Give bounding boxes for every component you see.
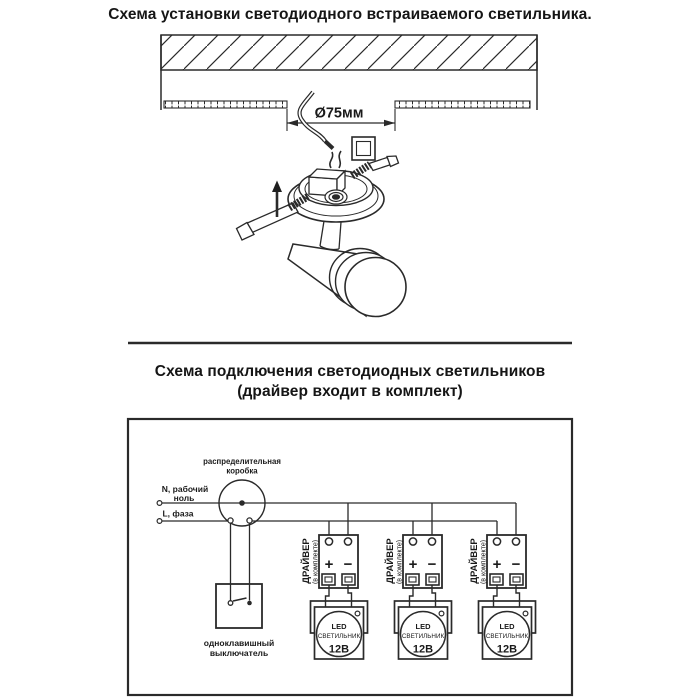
driver-lamp-unit-1 xyxy=(300,503,368,659)
neutral-input-terminal xyxy=(157,501,162,506)
driver-note: (в комплекте) xyxy=(480,539,488,585)
dimension-arrow-left xyxy=(287,120,298,126)
connector-box xyxy=(352,137,375,160)
phase-input-terminal xyxy=(157,519,162,524)
lamp-label-type: СВЕТИЛЬНИК xyxy=(485,633,529,640)
switch-contact-open xyxy=(228,601,233,606)
wiring-diagram-title-line1: Схема подключения светодиодных светильников xyxy=(154,363,546,380)
junction-terminal-left xyxy=(228,518,233,523)
lamp-label-voltage: 12В xyxy=(412,643,434,656)
switch-box xyxy=(216,584,262,628)
driver-lamp-unit-3 xyxy=(468,503,536,659)
switch-blade xyxy=(233,598,247,601)
wiring-diagram xyxy=(128,419,572,695)
cable-stripped-end xyxy=(325,141,333,149)
driver-note: (в комплекте) xyxy=(396,539,404,585)
hole-diameter-label: Ø75мм xyxy=(314,105,364,122)
dimension-arrow-right xyxy=(384,120,395,126)
wiring-diagram-title-line2: (драйвер входит в комплект) xyxy=(237,383,463,400)
junction-terminal-right xyxy=(247,518,252,523)
driver-note: (в комплекте) xyxy=(312,539,320,585)
fixture-wires xyxy=(330,151,341,168)
spotlight-body xyxy=(288,244,406,317)
neutral-junction-dot xyxy=(239,500,245,506)
switch-label-line1: одноклавишный xyxy=(203,638,275,648)
driver-plus: + xyxy=(492,556,502,573)
junction-box-label-line1: распределительная xyxy=(203,457,281,466)
install-diagram-title: Схема установки светодиодного встраиваемого светильника. xyxy=(108,6,592,23)
switch-symbol xyxy=(216,523,262,628)
spotlight-neck xyxy=(320,221,341,250)
lamp-label-voltage: 12В xyxy=(496,643,518,656)
driver-lamp-unit-2 xyxy=(384,503,452,659)
lamp-label-voltage: 12В xyxy=(328,643,350,656)
lamp-label-type: СВЕТИЛЬНИК xyxy=(317,633,361,640)
driver-plus: + xyxy=(408,556,418,573)
neutral-label-line1: N, рабочий xyxy=(161,484,209,494)
wing-screw xyxy=(325,190,347,204)
driver-minus: − xyxy=(511,556,521,573)
installation-diagram xyxy=(128,35,572,343)
recessed-spotlight-drawing xyxy=(237,151,407,317)
switch-label-line2: выключатель xyxy=(209,648,269,658)
driver-minus: − xyxy=(427,556,437,573)
driver-label: ДРАЙВЕР xyxy=(301,538,312,584)
suspended-ceiling-left xyxy=(164,101,287,108)
driver-label: ДРАЙВЕР xyxy=(385,538,396,584)
driver-minus: − xyxy=(343,556,353,573)
phase-label: L, фаза xyxy=(162,508,194,519)
ceiling-slab-hatch xyxy=(161,35,537,70)
lamp-label-led: LED xyxy=(415,622,431,631)
driver-label: ДРАЙВЕР xyxy=(469,538,480,584)
spotlight-lens xyxy=(345,258,406,317)
neutral-label-line2: ноль xyxy=(173,493,195,503)
driver-plus: + xyxy=(324,556,334,573)
suspended-ceiling-right xyxy=(395,101,530,108)
lamp-label-type: СВЕТИЛЬНИК xyxy=(401,633,445,640)
switch-contact-fixed xyxy=(247,601,252,606)
junction-box-label-line2: коробка xyxy=(226,466,258,476)
lamp-label-led: LED xyxy=(499,622,515,631)
lamp-label-led: LED xyxy=(331,622,347,631)
